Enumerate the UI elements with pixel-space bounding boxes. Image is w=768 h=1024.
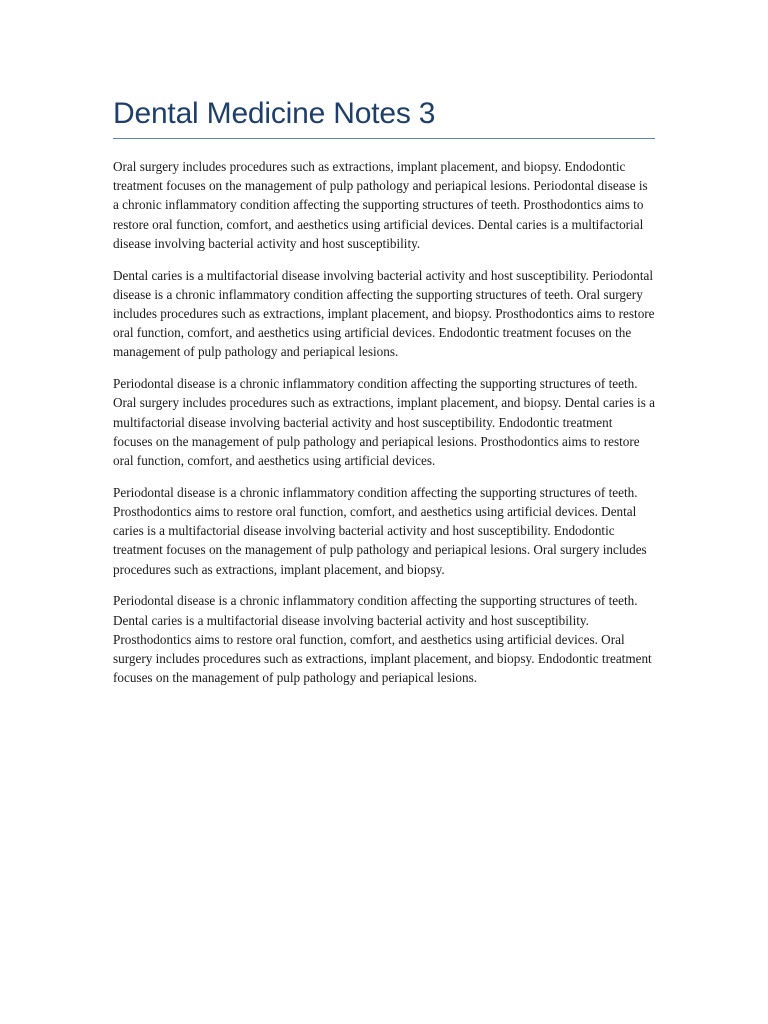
- document-title: Dental Medicine Notes 3: [113, 97, 436, 130]
- document-body: [113, 94, 655, 700]
- paragraph: Dental caries is a multifactorial disease involving bacterial activity and host susceptibility. Periodontal disease is a chronic inflammatory condition affecting the supporting structures of teeth. Oral surgery includes procedures such as extractions, implant placement, and biopsy. Prosthodontics aims to restore oral function, comfort, and aesthetics using artificial devices. Endodontic treatment focuses on the management of pulp pathology and periapical lesions.: [113, 267, 655, 360]
- paragraph: Periodontal disease is a chronic inflammatory condition affecting the supporting structures of teeth. Dental caries is a multifactorial disease involving bacterial activity and host susceptibility. Prosthodontics aims to restore oral function, comfort, and aesthetics using artificial devices. Oral surgery includes procedures such as extractions, implant placement, and biopsy. Endodontic treatment focuses on the management of pulp pathology and periapical lesions.: [113, 593, 652, 686]
- title-divider: [113, 138, 655, 139]
- paragraph: Periodontal disease is a chronic inflammatory condition affecting the supporting structures of teeth. Oral surgery includes procedures such as extractions, implant placement, and biopsy. Dental caries is a multifactorial disease involving bacterial activity and host susceptibility. Endodontic treatment focuses on the management of pulp pathology and periapical lesions. Prosthodontics aims to restore oral function, comfort, and aesthetics using artificial devices.: [113, 376, 655, 469]
- paragraph: Periodontal disease is a chronic inflammatory condition affecting the supporting structures of teeth. Prosthodontics aims to restore oral function, comfort, and aesthetics using artificial devices. Dental caries is a multifactorial disease involving bacterial activity and host susceptibility. Endodontic treatment focuses on the management of pulp pathology and periapical lesions. Oral surgery includes procedures such as extractions, implant placement, and biopsy.: [113, 484, 647, 577]
- paragraph: Oral surgery includes procedures such as extractions, implant placement, and biopsy. Endodontic treatment focuses on the management of pulp pathology and periapical lesions. Periodontal disease is a chronic inflammatory condition affecting the supporting structures of teeth. Prosthodontics aims to restore oral function, comfort, and aesthetics using artificial devices. Dental caries is a multifactorial disease involving bacterial activity and host susceptibility.: [113, 159, 648, 251]
